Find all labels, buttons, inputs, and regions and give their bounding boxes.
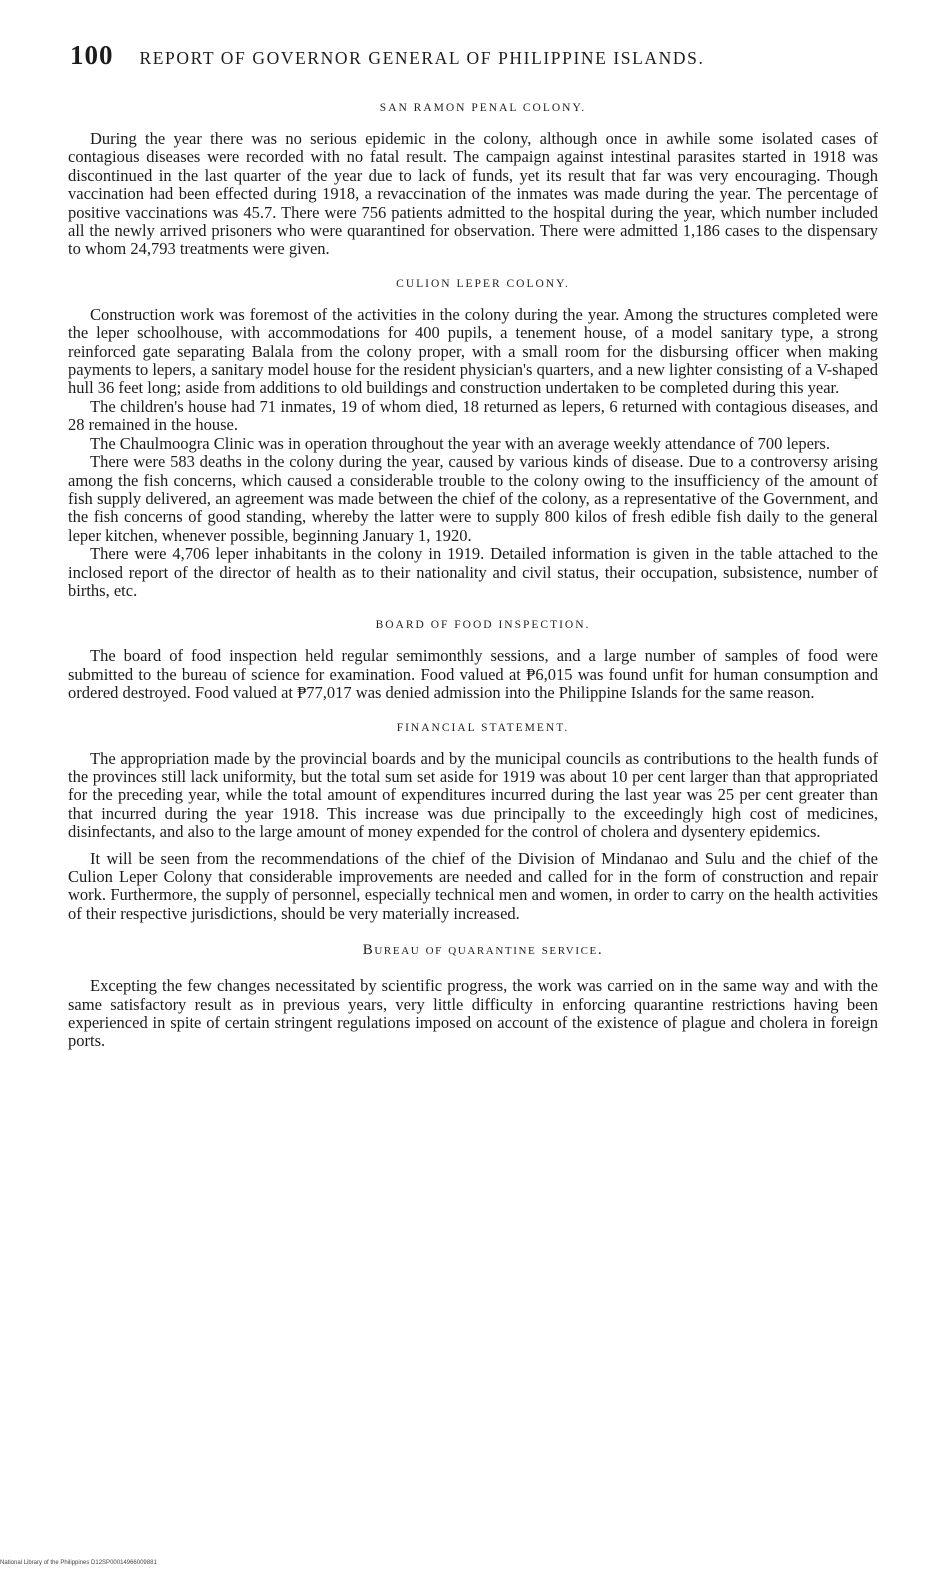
section-financial-statement: [68, 722, 878, 924]
section-heading: FINANCIAL STATEMENT.: [396, 721, 570, 734]
paragraph: The Chaulmoogra Clinic was in operation throughout the year with an average weekly attendance of 700 lepers.: [90, 433, 830, 453]
report-body: [68, 96, 878, 1070]
paragraph: The appropriation made by the provincial boards and by the municipal councils as contributions to the health funds of the provinces still lack uniformity, but the total sum set aside for 1919 was about 10 per cent larger than that appropriated for the preceding year, while the total amount of expenditures incurred during the last year was 25 per cent greater than that incurred during the year 1918. This increase was due principally to the exceedingly high cost of medicines, disinfectants, and also to the large amount of money expended for the control of cholera and dysentery epidemics.: [68, 748, 878, 842]
scan-footer-credit: National Library of the Philippines D12SP00014966009881: [0, 1560, 157, 1566]
running-title: REPORT OF GOVERNOR GENERAL OF PHILIPPINE ISLANDS.: [139, 48, 705, 68]
section-culion-leper-colony: [68, 278, 878, 601]
paragraph: There were 583 deaths in the colony during the year, caused by various kinds of disease. Due to a controversy arising among the fish concerns, which caused a considerable trouble to the colony owing to the insufficiency of the amount of fish supply delivered, an agreement was made between the chief of the colony, as a representative of the Government, and the fish concerns of good standing, whereby the latter were to supply 800 kilos of fresh edible fish daily to the general leper kitchen, whenever possible, beginning January 1, 1920.: [68, 452, 878, 545]
section-heading: Bureau of quarantine service.: [362, 942, 604, 959]
section-san-ramon-penal-colony: [68, 102, 878, 259]
page-number: 100: [70, 40, 114, 70]
paragraph: Excepting the few changes necessitated by scientific progress, the work was carried on in the same way and with the same satisfactory result as in previous years, very little difficulty in enforcing quarantine restrictions having been experienced in spite of certain stringent regulations imposed on account of the existence of plague and cholera in foreign ports.: [68, 976, 878, 1051]
paragraph: Construction work was foremost of the activities in the colony during the year. Among the structures completed were the leper schoolhouse, with accommodations for 400 pupils, a tenement house, of a model sanitary type, a strong reinforced gate separating Balala from the colony proper, with a small room for the disbursing officer when making payments to lepers, a sanitary model house for the resident physician's quarters, and a new lighter consisting of a V-shaped hull 36 feet long; aside from additions to old buildings and construction undertaken to be completed during this year.: [68, 304, 878, 398]
section-heading: SAN RAMON PENAL COLONY.: [379, 102, 587, 114]
paragraph: It will be seen from the recommendations of the chief of the Division of Mindanao and Sulu and the chief of the Culion Leper Colony that considerable improvements are needed and called for in the form of construction and repair work. Furthermore, the supply of personnel, especially technical men and women, in order to carry on the health activities of their respective jurisdictions, should be very materially increased.: [68, 848, 878, 923]
running-head: [70, 40, 860, 71]
paragraph: There were 4,706 leper inhabitants in the colony in 1919. Detailed information is given in the table attached to the inclosed report of the director of health as to their nationality and civil status, their occupation, subsistence, number of births, etc.: [68, 544, 878, 600]
paragraph: The children's house had 71 inmates, 19 of whom died, 18 returned as lepers, 6 returned with contagious diseases, and 28 remained in the house.: [68, 396, 878, 435]
section-heading: CULION LEPER COLONY.: [396, 277, 570, 290]
section-bureau-of-quarantine-service: [68, 942, 878, 1051]
paragraph: During the year there was no serious epidemic in the colony, although once in awhile some isolated cases of contagious diseases were recorded with no fatal result. The campaign against intestinal parasites started in 1918 was discontinued in the last quarter of the year due to lack of funds, yet its result that far was very encouraging. Though vaccination had been effected during 1918, a revaccination of the inmates was made during the year. The percentage of positive vaccinations was 45.7. There were 756 patients admitted to the hospital during the year, which number included all the newly arrived prisoners who were quarantined for observation. There were admitted 1,186 cases to the dispensary to whom 24,793 treatments were given.: [68, 129, 878, 259]
section-heading: BOARD OF FOOD INSPECTION.: [375, 619, 591, 632]
section-board-of-food-inspection: [68, 619, 878, 702]
paragraph: The board of food inspection held regular semimonthly sessions, and a large number of samples of food were submitted to the bureau of science for examination. Food valued at ₱6,015 was found unfit for human consumption and ordered destroyed. Food valued at ₱77,017 was denied admission into the Philippine Islands for the same reason.: [68, 646, 878, 703]
